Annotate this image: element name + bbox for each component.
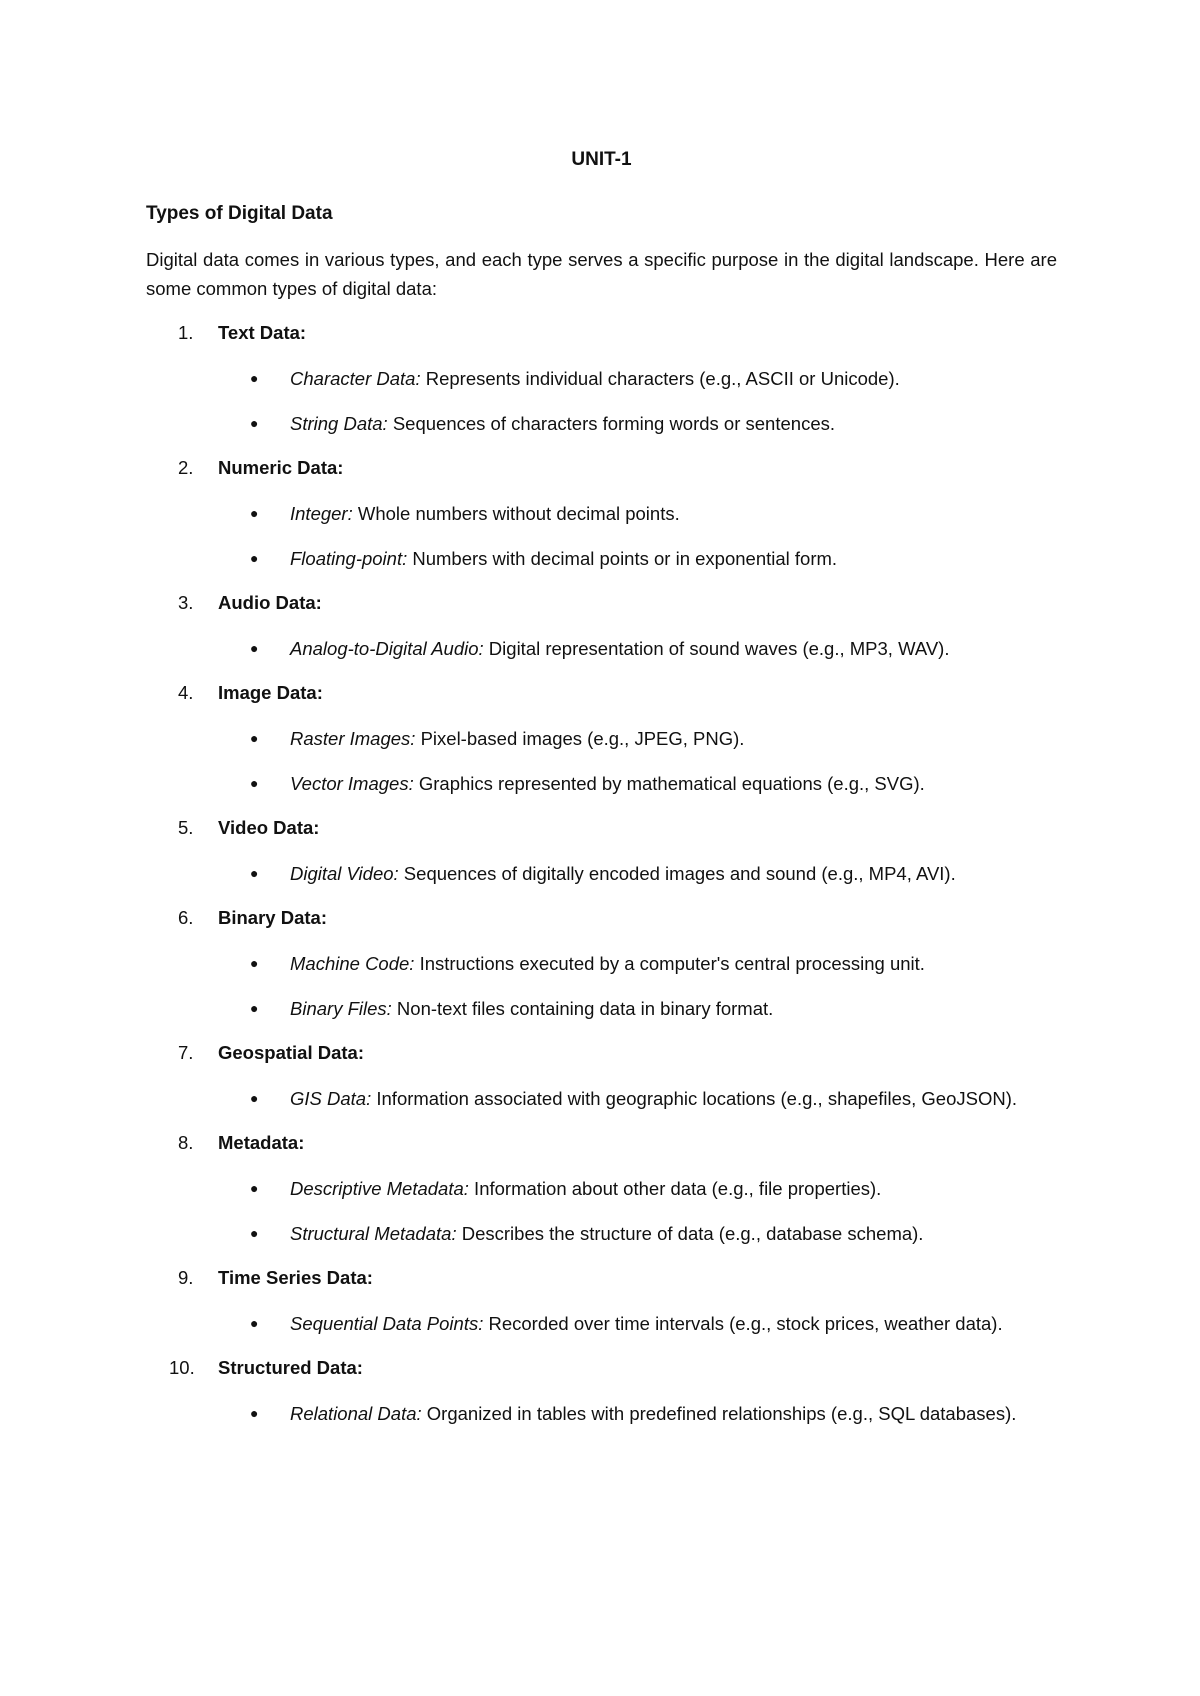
data-type-heading	[146, 1264, 1057, 1292]
subtype-text	[290, 1219, 1057, 1248]
data-type-name: Geospatial Data:	[218, 1042, 364, 1063]
subtype-item	[146, 859, 1057, 888]
bullet-icon: ●	[250, 640, 259, 656]
bullet-icon: ●	[250, 730, 259, 746]
data-type-name: Video Data:	[218, 817, 320, 838]
bullet-icon: ●	[250, 1180, 259, 1196]
subtype-list	[146, 949, 1057, 1023]
data-type-item	[146, 1129, 1057, 1248]
list-number: 7.	[178, 1042, 194, 1063]
subtype-list	[146, 1309, 1057, 1338]
data-type-heading	[146, 904, 1057, 932]
bullet-icon: ●	[250, 865, 259, 881]
unit-title: UNIT-1	[571, 149, 632, 170]
subtype-list	[146, 499, 1057, 573]
subtype-item	[146, 1219, 1057, 1248]
data-type-item	[146, 454, 1057, 573]
data-type-heading	[146, 1039, 1057, 1067]
data-type-item	[146, 679, 1057, 798]
subtype-text	[290, 769, 1057, 798]
subtype-description: Information about other data (e.g., file properties).	[468, 1178, 882, 1199]
subtype-item	[146, 409, 1057, 438]
subtype-item	[146, 769, 1057, 798]
bullet-icon: ●	[250, 1000, 259, 1016]
list-number: 6.	[178, 907, 194, 928]
data-type-item	[146, 814, 1057, 888]
list-number: 8.	[178, 1132, 194, 1153]
data-type-heading	[146, 454, 1057, 482]
subtype-description: Whole numbers without decimal points.	[352, 503, 680, 524]
section-title: Types of Digital Data	[146, 203, 333, 224]
subtype-term: Character Data:	[290, 368, 421, 389]
subtype-item	[146, 1309, 1057, 1338]
subtype-text	[290, 724, 1057, 753]
subtype-text	[290, 1399, 1057, 1428]
data-type-name: Binary Data:	[218, 907, 327, 928]
data-type-heading	[146, 814, 1057, 842]
data-type-item	[146, 1354, 1057, 1428]
subtype-description: Information associated with geographic locations (e.g., shapefiles, GeoJSON).	[371, 1088, 1018, 1109]
subtype-text	[290, 409, 1057, 438]
subtype-list	[146, 859, 1057, 888]
data-type-name: Image Data:	[218, 682, 323, 703]
list-number: 3.	[178, 592, 194, 613]
data-type-heading	[146, 1129, 1057, 1157]
list-number: 9.	[178, 1267, 194, 1288]
subtype-description: Organized in tables with predefined relationships (e.g., SQL databases).	[421, 1403, 1017, 1424]
subtype-term: GIS Data:	[290, 1088, 372, 1109]
data-type-heading	[146, 679, 1057, 707]
subtype-term: Relational Data:	[290, 1403, 422, 1424]
data-type-name: Numeric Data:	[218, 457, 344, 478]
data-type-heading	[146, 1354, 1057, 1382]
subtype-description: Represents individual characters (e.g., ASCII or Unicode).	[420, 368, 900, 389]
data-type-item	[146, 1264, 1057, 1338]
subtype-term: Digital Video:	[290, 863, 399, 884]
subtype-term: Sequential Data Points:	[290, 1313, 484, 1334]
bullet-icon: ●	[250, 1315, 259, 1331]
subtype-text	[290, 859, 1057, 888]
bullet-icon: ●	[250, 1090, 259, 1106]
data-type-name: Audio Data:	[218, 592, 322, 613]
subtype-list	[146, 1084, 1057, 1113]
subtype-text	[290, 544, 1057, 573]
subtype-list	[146, 364, 1057, 438]
data-type-name: Structured Data:	[218, 1357, 363, 1378]
data-type-item	[146, 1039, 1057, 1113]
bullet-icon: ●	[250, 415, 259, 431]
subtype-term: Raster Images:	[290, 728, 416, 749]
bullet-icon: ●	[250, 775, 259, 791]
bullet-icon: ●	[250, 1225, 259, 1241]
subtype-text	[290, 1174, 1057, 1203]
subtype-item	[146, 724, 1057, 753]
subtype-list	[146, 634, 1057, 663]
list-number: 4.	[178, 682, 194, 703]
subtype-item	[146, 499, 1057, 528]
subtype-description: Sequences of digitally encoded images and sound (e.g., MP4, AVI).	[398, 863, 956, 884]
subtype-text	[290, 949, 1057, 978]
data-type-item	[146, 589, 1057, 663]
list-number: 1.	[178, 322, 194, 343]
subtype-text	[290, 634, 1057, 663]
subtype-text	[290, 1309, 1057, 1338]
subtype-term: Floating-point:	[290, 548, 408, 569]
subtype-list	[146, 724, 1057, 798]
subtype-text	[290, 1084, 1057, 1113]
data-type-item	[146, 904, 1057, 1023]
subtype-list	[146, 1174, 1057, 1248]
data-type-item	[146, 319, 1057, 438]
subtype-description: Pixel-based images (e.g., JPEG, PNG).	[415, 728, 745, 749]
subtype-item	[146, 1174, 1057, 1203]
subtype-description: Recorded over time intervals (e.g., stock prices, weather data).	[483, 1313, 1003, 1334]
subtype-description: Graphics represented by mathematical equations (e.g., SVG).	[413, 773, 925, 794]
subtype-description: Sequences of characters forming words or sentences.	[387, 413, 835, 434]
bullet-icon: ●	[250, 370, 259, 386]
data-type-heading	[146, 589, 1057, 617]
subtype-item	[146, 634, 1057, 663]
subtype-term: Structural Metadata:	[290, 1223, 457, 1244]
bullet-icon: ●	[250, 505, 259, 521]
subtype-term: Binary Files:	[290, 998, 392, 1019]
subtype-description: Numbers with decimal points or in exponential form.	[407, 548, 838, 569]
subtype-description: Non-text files containing data in binary format.	[391, 998, 774, 1019]
subtype-item	[146, 364, 1057, 393]
bullet-icon: ●	[250, 955, 259, 971]
subtype-term: Machine Code:	[290, 953, 415, 974]
subtype-item	[146, 1084, 1057, 1113]
subtype-item	[146, 994, 1057, 1023]
data-type-name: Text Data:	[218, 322, 307, 343]
intro-paragraph: Digital data comes in various types, and each type serves a specific purpose in the digital landscape. Here are some common types of digital data:	[146, 249, 1057, 299]
data-type-name: Metadata:	[218, 1132, 305, 1153]
subtype-description: Describes the structure of data (e.g., database schema).	[456, 1223, 924, 1244]
subtype-description: Digital representation of sound waves (e.g., MP3, WAV).	[483, 638, 950, 659]
data-types-list	[146, 319, 1057, 1428]
list-number: 5.	[178, 817, 194, 838]
subtype-term: Integer:	[290, 503, 353, 524]
bullet-icon: ●	[250, 550, 259, 566]
subtype-text	[290, 994, 1057, 1023]
data-type-name: Time Series Data:	[218, 1267, 373, 1288]
subtype-term: Descriptive Metadata:	[290, 1178, 469, 1199]
subtype-term: Analog-to-Digital Audio:	[290, 638, 484, 659]
subtype-text	[290, 499, 1057, 528]
list-number: 2.	[178, 457, 194, 478]
subtype-item	[146, 949, 1057, 978]
subtype-item	[146, 1399, 1057, 1428]
bullet-icon: ●	[250, 1405, 259, 1421]
subtype-text	[290, 364, 1057, 393]
subtype-description: Instructions executed by a computer's central processing unit.	[414, 953, 925, 974]
subtype-item	[146, 544, 1057, 573]
list-number: 10.	[169, 1357, 195, 1378]
subtype-term: String Data:	[290, 413, 388, 434]
subtype-term: Vector Images:	[290, 773, 414, 794]
data-type-heading	[146, 319, 1057, 347]
subtype-list	[146, 1399, 1057, 1428]
